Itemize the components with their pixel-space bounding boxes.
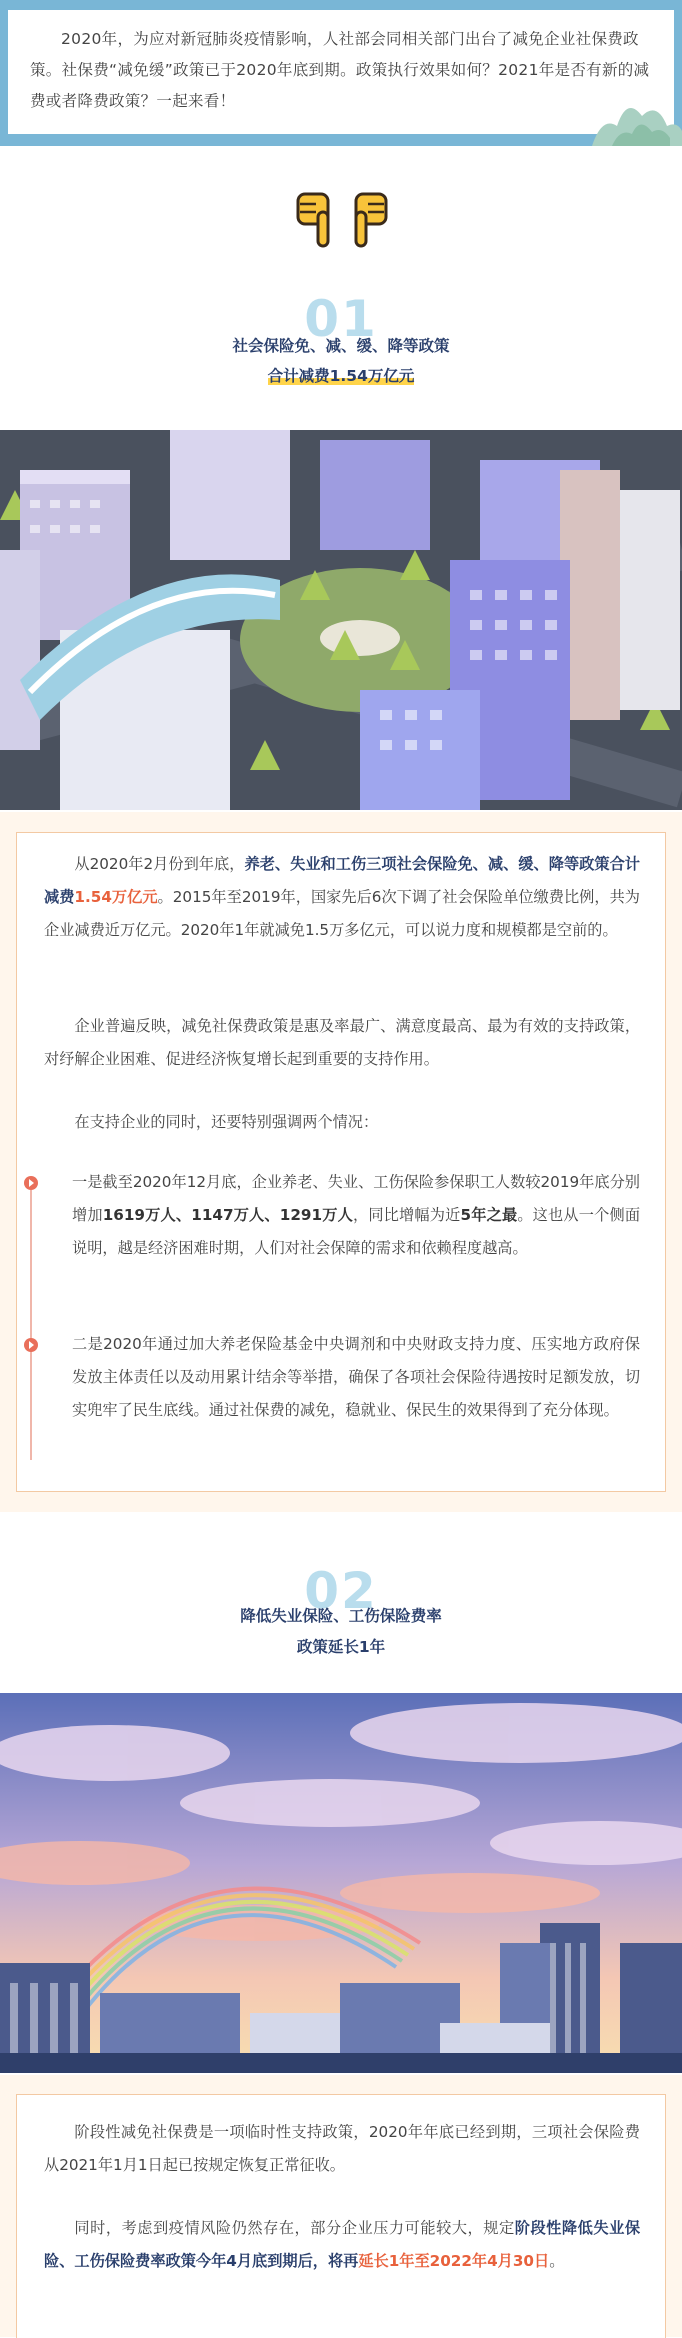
p4-highlight-numbers: 1619万人、1147万人、1291万人 xyxy=(102,1206,353,1224)
section1-number: 01 xyxy=(304,290,378,348)
section2-title-line1: 降低失业保险、工伤保险费率 xyxy=(240,1607,442,1625)
timeline-line xyxy=(30,1190,32,1460)
pointing-hand-left-icon xyxy=(298,194,328,246)
p1-text-d: 。2015年至2019年，国家先后6次下调了社会保险单位缴费比例，共为企业减费近万亿元。2020年1年就减免1.5万多亿元，可以说力度和规模都是空前的。 xyxy=(44,888,640,939)
plant-decoration-icon xyxy=(442,86,682,146)
section2-paragraph-1: 阶段性减免社保费是一项临时性支持政策，2020年年底已经到期，三项社会保险费从2021年1月1日起已按规定恢复正常征收。 xyxy=(44,2123,640,2174)
p1-text-a: 从2020年2月份到年底， xyxy=(74,855,245,873)
p4-highlight-record: 5年之最 xyxy=(460,1206,518,1224)
section1-paragraph-1 xyxy=(44,848,640,947)
s2p2-text-a: 同时，考虑到疫情风险仍然存在，部分企业压力可能较大，规定 xyxy=(74,2219,515,2237)
pointing-hand-right-icon xyxy=(356,194,386,246)
city-illustration xyxy=(0,430,682,810)
p4-text-c: ，同比增幅为近 xyxy=(352,1206,461,1224)
p4-text-a: 一是截至2020年12月底，企业养老、失业、工伤保险参保职工人数较2019年底分别增加 xyxy=(72,1173,640,1224)
section1-title-line1: 社会保险免、减、缓、降等政策 xyxy=(232,337,450,355)
p1-highlight-red: 1.54万亿元 xyxy=(74,888,158,906)
bullet-arrow-icon xyxy=(24,1338,38,1352)
section1-paragraph-4 xyxy=(72,1166,640,1265)
rainbow-city-illustration xyxy=(0,1693,682,2073)
intro-frame xyxy=(0,0,682,146)
p1-highlight-blue: 养老、失业和工伤三项社会保险免、减、缓、降等政策合计减费 xyxy=(44,855,640,906)
section1-title-line2 xyxy=(0,361,682,391)
s2p2-text-d: 。 xyxy=(549,2252,565,2270)
section1-paragraph-5: 二是2020年通过加大养老保险基金中央调剂和中央财政支持力度、压实地方政府保发放主体责任以及动用累计结余等举措，确保了各项社会保险待遇按时足额发放，切实兜牢了民生底线。通过社保费的减免，稳就业、保民生的效果得到了充分体现。 xyxy=(72,1335,640,1419)
s2p2-highlight-blue: 阶段性降低失业保险、工伤保险费率政策今年4月底到期后，将再 xyxy=(44,2219,641,2270)
intro-text: 2020年，为应对新冠肺炎疫情影响，人社部会同相关部门出台了减免企业社保费政策。社保费“减免缓”政策已于2020年底到期。政策执行效果如何？2021年是否有新的减费或者降费政策？一起来看！ xyxy=(30,30,650,110)
section1-title-highlight: 合计减费1.54万亿元 xyxy=(267,367,415,385)
section1-paragraph-2: 企业普遍反映，减免社保费政策是惠及率最广、满意度最高、最为有效的支持政策，对纾解企业困难、促进经济恢复增长起到重要的支持作用。 xyxy=(44,1017,640,1068)
bullet-arrow-icon xyxy=(24,1176,38,1190)
section2-number: 02 xyxy=(304,1562,378,1620)
section2-paragraph-2 xyxy=(44,2212,640,2278)
section1-paragraph-3: 在支持企业的同时，还要特别强调两个情况： xyxy=(74,1113,379,1131)
section2-title-line2: 政策延长1年 xyxy=(296,1638,386,1656)
pointing-hands-icon xyxy=(290,190,400,254)
s2p2-highlight-red: 延长1年至2022年4月30日 xyxy=(358,2252,550,2270)
p4-text-e: 。这也从一个侧面说明，越是经济困难时期，人们对社会保障的需求和依赖程度越高。 xyxy=(72,1206,641,1257)
